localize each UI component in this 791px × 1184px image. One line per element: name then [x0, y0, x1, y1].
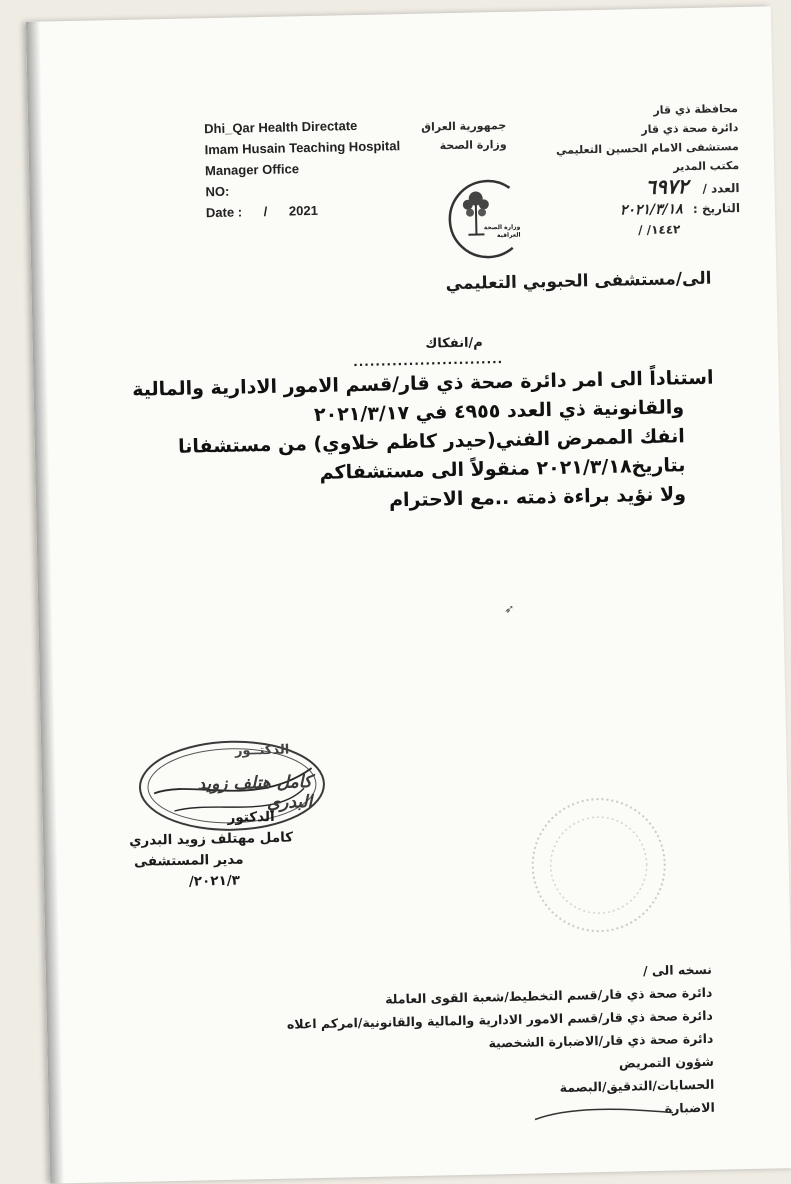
- english-date-sep: /: [263, 203, 268, 219]
- hospital-text: مستشفى الامام الحسين التعليمي: [555, 140, 739, 157]
- english-hospital: Imam Husain Teaching Hospital: [204, 138, 401, 158]
- handwritten-stroke-icon: [529, 1102, 679, 1125]
- body-line: انفك الممرض الفني(حيدر كاظم خلاوي) من مستشفانا: [177, 425, 685, 458]
- copy-item: شؤون التمريض: [618, 1053, 714, 1071]
- english-header: [204, 113, 436, 223]
- signer-position: مدير المستشفى: [133, 851, 244, 870]
- letter-body: [131, 364, 716, 521]
- ministry-logo: [431, 178, 525, 262]
- copy-item: الحسابات/التدقيق/البصمة: [559, 1076, 715, 1095]
- subject-label: م/انفكاك: [425, 335, 483, 352]
- center-header: [406, 116, 507, 156]
- directorate-text: دائرة صحة ذي قار: [641, 121, 739, 137]
- copy-item: دائرة صحة ذي قار/الاضبارة الشخصية: [488, 1030, 714, 1051]
- body-line: والقانونية ذي العدد ٤٩٥٥ في ٢٠٢١/٣/١٧: [313, 396, 685, 426]
- signer-name: كامل مهتلف زويد البدري: [128, 829, 294, 849]
- english-directorate: Dhi_Qar Health Directate: [204, 118, 358, 137]
- stamp-title: الدكتــور: [234, 742, 290, 759]
- copies-label: نسخه الى /: [642, 961, 713, 979]
- republic-text: جمهورية العراق: [421, 118, 507, 134]
- logo-caption: وزارة الصحة العراقية: [483, 223, 521, 240]
- governorate-text: محافظة ذي قار: [653, 102, 739, 117]
- stamp-name: كامل هتلف زويد البدري: [197, 772, 313, 814]
- hijri-date: ١٤٤٢/ /: [638, 222, 681, 238]
- recipient: الى/مستشفى الحبوبي التعليمي: [445, 268, 712, 295]
- document-page: [26, 6, 791, 1183]
- faint-stamp-icon: [512, 788, 685, 942]
- signature-date: ٢٠٢١/٣/: [188, 872, 241, 890]
- arabic-header: [528, 99, 741, 242]
- ref-number-label: العدد /: [702, 181, 740, 196]
- ref-date-value: ٢٠٢١/٣/١٨: [619, 201, 683, 219]
- ref-number-value: ٦٩٧٢: [645, 174, 689, 199]
- english-office: Manager Office: [204, 161, 300, 179]
- body-line: بتاريخ٢٠٢١/٣/١٨ منقولاً الى مستشفاكم: [319, 454, 686, 484]
- english-date: [206, 197, 436, 223]
- ministry-logo-icon: [431, 178, 525, 262]
- ref-date-label: التاريخ :: [692, 201, 741, 216]
- subject-underline: ...........................: [352, 352, 504, 370]
- faint-stamp: [512, 788, 685, 942]
- body-line: استناداً الى امر دائرة صحة ذي قار/قسم الامور الادارية والمالية: [131, 366, 714, 401]
- english-date-year: 2021: [288, 202, 319, 219]
- signer-title: الدكتور: [227, 808, 275, 826]
- signature-block: [82, 807, 294, 895]
- ministry-text: وزارة الصحة: [439, 137, 507, 153]
- office-text: مكتب المدير: [673, 159, 740, 174]
- english-date-label: Date :: [205, 204, 243, 221]
- copy-item: دائرة صحة ذي قار/قسم التخطيط/شعبة القوى العاملة: [384, 984, 713, 1007]
- handwritten-stroke: [529, 1102, 679, 1125]
- pen-mark-icon: ➶: [504, 601, 515, 617]
- body-line: ولا نؤيد براءة ذمته ..مع الاحترام: [388, 483, 687, 512]
- copy-item: دائرة صحة ذي قار/قسم الامور الادارية والمالية والقانونية/امركم اعلاه: [286, 1007, 714, 1032]
- english-number: NO:: [205, 183, 230, 200]
- copy-item: الاضبارة: [664, 1099, 715, 1116]
